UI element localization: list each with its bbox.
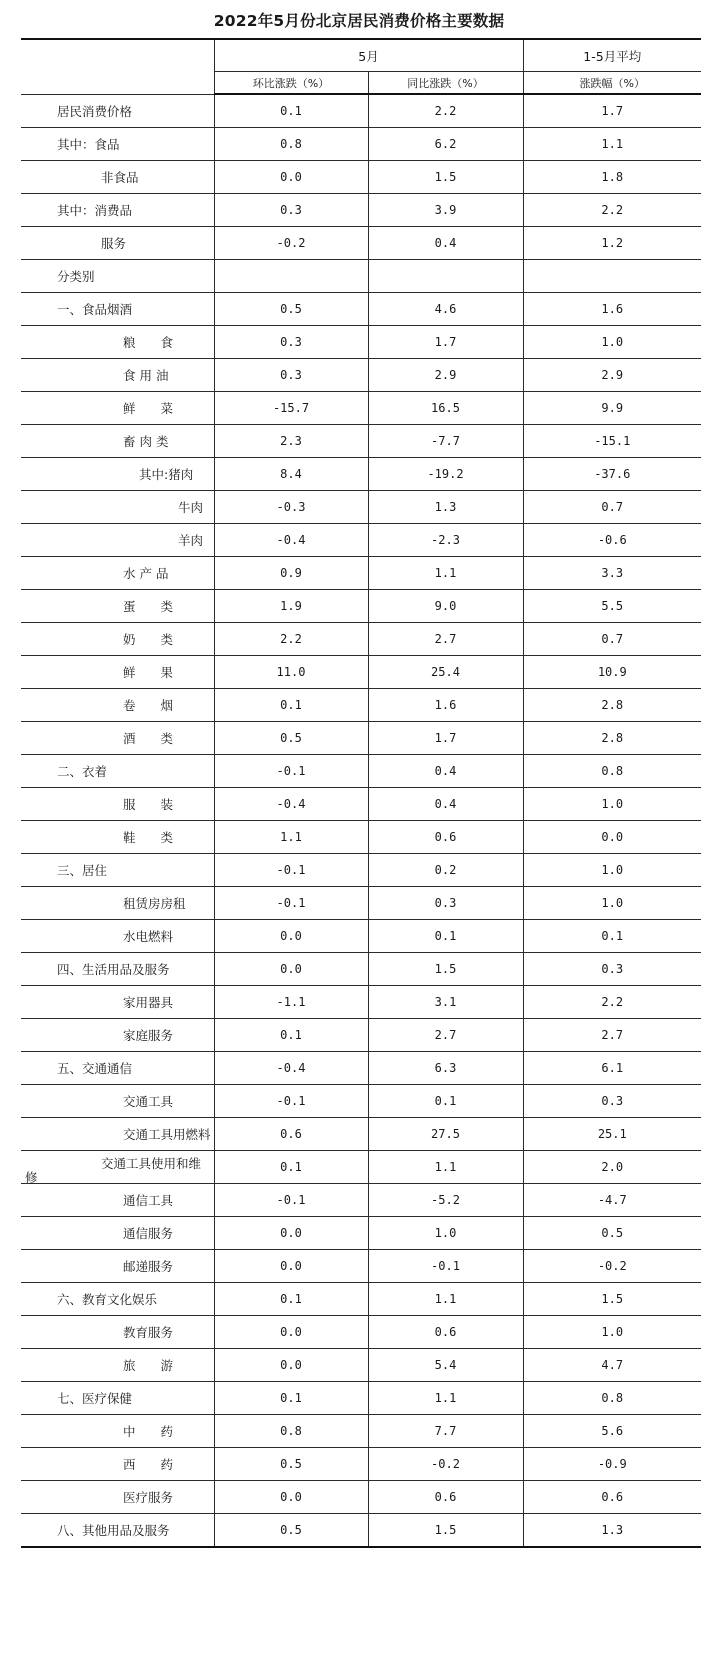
row-label-cell <box>21 1283 214 1316</box>
mom-change-value: 0.6 <box>214 1118 368 1151</box>
mom-change-value: 0.0 <box>214 1481 368 1514</box>
row-label: 租赁房房租 <box>123 896 186 911</box>
row-label-cell <box>21 722 214 755</box>
mom-change-value: -0.4 <box>214 788 368 821</box>
avg-change-value: -15.1 <box>523 425 701 458</box>
mom-change-value: 2.3 <box>214 425 368 458</box>
avg-change-value: 1.0 <box>523 788 701 821</box>
yoy-change-value: 0.4 <box>368 755 523 788</box>
yoy-change-value: 1.1 <box>368 1151 523 1184</box>
row-label: 其中:猪肉 <box>139 467 194 482</box>
page-title: 2022年5月份北京居民消费价格主要数据 <box>213 12 505 30</box>
yoy-change-value: 9.0 <box>368 590 523 623</box>
mom-change-value: 0.1 <box>214 689 368 722</box>
mom-change-value: 0.3 <box>214 359 368 392</box>
header-jan-may-average: 1-5月平均 <box>523 39 701 72</box>
avg-change-value: 0.7 <box>523 623 701 656</box>
row-label: 食 用 油 <box>123 368 169 383</box>
mom-change-value: -0.2 <box>214 227 368 260</box>
mom-change-value: -0.4 <box>214 1052 368 1085</box>
mom-change-value: 0.1 <box>214 1283 368 1316</box>
table-row <box>21 623 701 656</box>
row-label-cell <box>21 1019 214 1052</box>
row-label-cell <box>21 1415 214 1448</box>
row-label: 邮递服务 <box>123 1259 174 1274</box>
mom-change-value: 1.1 <box>214 821 368 854</box>
row-label: 牛肉 <box>178 500 204 515</box>
table-row <box>21 1514 701 1548</box>
yoy-change-value: 25.4 <box>368 656 523 689</box>
yoy-change-value: 1.7 <box>368 326 523 359</box>
row-label: 粮 食 <box>123 335 174 350</box>
row-label-cell <box>21 326 214 359</box>
yoy-change-value: 0.3 <box>368 887 523 920</box>
yoy-change-value: 1.6 <box>368 689 523 722</box>
avg-change-value: 2.9 <box>523 359 701 392</box>
mom-change-value: 0.5 <box>214 1448 368 1481</box>
yoy-change-value: 3.1 <box>368 986 523 1019</box>
row-label: 医疗服务 <box>123 1490 174 1505</box>
row-label-cell <box>21 1151 214 1184</box>
header-row-period <box>21 39 701 72</box>
avg-change-value: 4.7 <box>523 1349 701 1382</box>
avg-change-value: 2.8 <box>523 689 701 722</box>
table-row <box>21 1481 701 1514</box>
table-row <box>21 557 701 590</box>
row-label-cell <box>21 920 214 953</box>
yoy-change-value: 0.1 <box>368 1085 523 1118</box>
mom-change-value: 0.5 <box>214 722 368 755</box>
row-label: 六、教育文化娱乐 <box>57 1292 158 1307</box>
avg-change-value: 6.1 <box>523 1052 701 1085</box>
mom-change-value: 0.5 <box>214 293 368 326</box>
mom-change-value: 0.0 <box>214 1349 368 1382</box>
row-label: 居民消费价格 <box>57 103 133 119</box>
row-label-cell <box>21 491 214 524</box>
mom-change-value: 0.8 <box>214 1415 368 1448</box>
row-label-cell <box>21 425 214 458</box>
avg-change-value: 1.0 <box>523 326 701 359</box>
row-label: 家庭服务 <box>123 1028 174 1043</box>
row-label: 卷 烟 <box>123 698 174 713</box>
row-label: 交通工具使用和维 <box>101 1156 202 1171</box>
mom-change-value: 0.0 <box>214 161 368 194</box>
yoy-change-value: 1.5 <box>368 953 523 986</box>
mom-change-value: -0.1 <box>214 755 368 788</box>
row-label-cell <box>21 689 214 722</box>
table-row <box>21 293 701 326</box>
row-label-cell <box>21 1514 214 1548</box>
avg-change-value: 1.0 <box>523 854 701 887</box>
table-row <box>21 1019 701 1052</box>
table-row <box>21 590 701 623</box>
row-label: 一、食品烟酒 <box>57 302 133 317</box>
yoy-change-value: 6.2 <box>368 128 523 161</box>
table-row <box>21 1118 701 1151</box>
avg-change-value: -0.6 <box>523 524 701 557</box>
header-yoy-change: 同比涨跌（%） <box>368 72 523 95</box>
avg-change-value: 2.2 <box>523 194 701 227</box>
table-row <box>21 524 701 557</box>
row-label: 非食品 <box>101 170 139 185</box>
row-label-cell <box>21 1250 214 1283</box>
table-row <box>21 326 701 359</box>
avg-change-value: 1.3 <box>523 1514 701 1548</box>
row-label-cell <box>21 656 214 689</box>
row-label-cell <box>21 161 214 194</box>
mom-change-value: 2.2 <box>214 623 368 656</box>
avg-change-value: 0.5 <box>523 1217 701 1250</box>
yoy-change-value: 2.7 <box>368 623 523 656</box>
table-row <box>21 227 701 260</box>
yoy-change-value: 0.1 <box>368 920 523 953</box>
mom-change-value: -1.1 <box>214 986 368 1019</box>
avg-change-value: 1.7 <box>523 94 701 128</box>
avg-change-value: 0.1 <box>523 920 701 953</box>
table-row <box>21 1217 701 1250</box>
avg-change-value: -37.6 <box>523 458 701 491</box>
row-label-cell <box>21 557 214 590</box>
header-mom-change: 环比涨跌（%） <box>214 72 368 95</box>
row-label-cell <box>21 986 214 1019</box>
table-row <box>21 722 701 755</box>
row-label-cell <box>21 755 214 788</box>
table-row <box>21 1151 701 1184</box>
avg-change-value: 5.6 <box>523 1415 701 1448</box>
avg-change-value: 1.2 <box>523 227 701 260</box>
mom-change-value: 0.3 <box>214 326 368 359</box>
row-label-cell <box>21 260 214 293</box>
mom-change-value: 0.0 <box>214 1250 368 1283</box>
yoy-change-value: 0.6 <box>368 1316 523 1349</box>
table-row <box>21 1382 701 1415</box>
avg-change-value: -0.2 <box>523 1250 701 1283</box>
row-label: 通信工具 <box>123 1193 174 1208</box>
yoy-change-value: 1.5 <box>368 161 523 194</box>
row-label-cell <box>21 94 214 128</box>
row-label: 水电燃料 <box>123 929 174 944</box>
row-label: 旅 游 <box>123 1358 174 1373</box>
row-label: 服务 <box>101 236 127 251</box>
row-label: 交通工具 <box>123 1094 174 1109</box>
table-row <box>21 392 701 425</box>
row-label: 服 装 <box>123 797 174 812</box>
row-label-cell <box>21 1184 214 1217</box>
yoy-change-value: 2.9 <box>368 359 523 392</box>
row-label-cell <box>21 821 214 854</box>
avg-change-value: 10.9 <box>523 656 701 689</box>
row-label: 畜 肉 类 <box>123 434 169 449</box>
table-row <box>21 953 701 986</box>
mom-change-value: 0.1 <box>214 1019 368 1052</box>
yoy-change-value: -7.7 <box>368 425 523 458</box>
table-row <box>21 986 701 1019</box>
yoy-change-value: -0.1 <box>368 1250 523 1283</box>
yoy-change-value: 1.5 <box>368 1514 523 1548</box>
header-corner-cell <box>21 39 214 94</box>
row-label: 酒 类 <box>123 731 174 746</box>
mom-change-value: 0.5 <box>214 1514 368 1548</box>
table-row <box>21 821 701 854</box>
table-row <box>21 1448 701 1481</box>
table-row <box>21 128 701 161</box>
mom-change-value: 0.0 <box>214 920 368 953</box>
table-row <box>21 425 701 458</box>
mom-change-value: 0.0 <box>214 1316 368 1349</box>
yoy-change-value: -19.2 <box>368 458 523 491</box>
mom-change-value: -0.1 <box>214 1184 368 1217</box>
row-label-cell <box>21 1118 214 1151</box>
row-label: 七、医疗保健 <box>57 1391 133 1406</box>
row-label: 教育服务 <box>123 1325 174 1340</box>
row-label-cell <box>21 227 214 260</box>
avg-change-value: 0.0 <box>523 821 701 854</box>
avg-change-value: 1.0 <box>523 887 701 920</box>
avg-change-value: 2.8 <box>523 722 701 755</box>
row-label: 鲜 菜 <box>123 401 174 416</box>
avg-change-value: 2.0 <box>523 1151 701 1184</box>
table-row <box>21 1283 701 1316</box>
row-label-cell <box>21 1481 214 1514</box>
yoy-change-value: 1.0 <box>368 1217 523 1250</box>
row-label-cell <box>21 194 214 227</box>
row-label: 家用器具 <box>123 995 174 1010</box>
mom-change-value: 8.4 <box>214 458 368 491</box>
table-row <box>21 359 701 392</box>
yoy-change-value: 1.1 <box>368 1382 523 1415</box>
row-label: 西 药 <box>123 1457 174 1472</box>
row-label-continuation: 修 <box>25 1170 38 1184</box>
table-row <box>21 1415 701 1448</box>
table-row <box>21 920 701 953</box>
yoy-change-value <box>368 260 523 293</box>
row-label-cell <box>21 392 214 425</box>
row-label-cell <box>21 887 214 920</box>
mom-change-value: -0.1 <box>214 887 368 920</box>
row-label-cell <box>21 623 214 656</box>
mom-change-value: -15.7 <box>214 392 368 425</box>
mom-change-value: -0.1 <box>214 854 368 887</box>
row-label: 五、交通通信 <box>57 1061 133 1076</box>
table-row <box>21 1184 701 1217</box>
avg-change-value: 1.8 <box>523 161 701 194</box>
avg-change-value: 0.3 <box>523 953 701 986</box>
row-label: 羊肉 <box>178 533 204 548</box>
row-label: 鞋 类 <box>123 830 174 845</box>
yoy-change-value: 4.6 <box>368 293 523 326</box>
mom-change-value: 11.0 <box>214 656 368 689</box>
avg-change-value: 5.5 <box>523 590 701 623</box>
mom-change-value: -0.4 <box>214 524 368 557</box>
row-label-cell <box>21 458 214 491</box>
row-label-cell <box>21 1316 214 1349</box>
row-label-cell <box>21 1052 214 1085</box>
avg-change-value: 1.1 <box>523 128 701 161</box>
row-label: 通信服务 <box>123 1226 174 1241</box>
row-label: 中 药 <box>123 1424 174 1439</box>
mom-change-value: 0.0 <box>214 1217 368 1250</box>
avg-change-value: 25.1 <box>523 1118 701 1151</box>
yoy-change-value: 0.6 <box>368 821 523 854</box>
avg-change-value: -0.9 <box>523 1448 701 1481</box>
row-label: 其中：食品 <box>57 137 120 152</box>
row-label-cell <box>21 128 214 161</box>
row-label: 八、其他用品及服务 <box>57 1523 170 1538</box>
mom-change-value: 0.1 <box>214 1151 368 1184</box>
table-row <box>21 656 701 689</box>
yoy-change-value: 0.2 <box>368 854 523 887</box>
yoy-change-value: 1.1 <box>368 557 523 590</box>
yoy-change-value: -0.2 <box>368 1448 523 1481</box>
avg-change-value: 0.3 <box>523 1085 701 1118</box>
avg-change-value: 9.9 <box>523 392 701 425</box>
row-label: 二、衣着 <box>57 764 108 779</box>
yoy-change-value: 1.1 <box>368 1283 523 1316</box>
yoy-change-value: 0.4 <box>368 788 523 821</box>
row-label-cell <box>21 359 214 392</box>
row-label: 水 产 品 <box>123 566 169 581</box>
avg-change-value: 0.8 <box>523 755 701 788</box>
row-label: 四、生活用品及服务 <box>57 962 170 977</box>
row-label-cell <box>21 1349 214 1382</box>
avg-change-value: -4.7 <box>523 1184 701 1217</box>
row-label-cell <box>21 1448 214 1481</box>
mom-change-value: 0.3 <box>214 194 368 227</box>
table-row <box>21 94 701 128</box>
row-label: 鲜 果 <box>123 665 174 680</box>
yoy-change-value: 0.6 <box>368 1481 523 1514</box>
yoy-change-value: 7.7 <box>368 1415 523 1448</box>
mom-change-value: 0.8 <box>214 128 368 161</box>
mom-change-value: -0.1 <box>214 1085 368 1118</box>
row-label-cell <box>21 1085 214 1118</box>
avg-change-value: 1.5 <box>523 1283 701 1316</box>
table-row <box>21 458 701 491</box>
header-may: 5月 <box>214 39 523 72</box>
table-row <box>21 689 701 722</box>
yoy-change-value: 2.7 <box>368 1019 523 1052</box>
yoy-change-value: 1.7 <box>368 722 523 755</box>
row-label: 其中：消费品 <box>57 203 133 218</box>
yoy-change-value: 16.5 <box>368 392 523 425</box>
yoy-change-value: 2.2 <box>368 94 523 128</box>
table-row <box>21 491 701 524</box>
mom-change-value: 0.1 <box>214 94 368 128</box>
yoy-change-value: 5.4 <box>368 1349 523 1382</box>
yoy-change-value: -2.3 <box>368 524 523 557</box>
avg-change-value <box>523 260 701 293</box>
table-row <box>21 194 701 227</box>
avg-change-value: 0.8 <box>523 1382 701 1415</box>
row-label: 交通工具用燃料 <box>123 1127 211 1142</box>
table-row <box>21 1085 701 1118</box>
table-row <box>21 260 701 293</box>
table-row <box>21 755 701 788</box>
row-label-cell <box>21 293 214 326</box>
row-label: 奶 类 <box>123 632 174 647</box>
row-label: 分类别 <box>57 269 95 284</box>
row-label-cell <box>21 1217 214 1250</box>
mom-change-value: 0.9 <box>214 557 368 590</box>
table-row <box>21 1349 701 1382</box>
row-label-cell <box>21 788 214 821</box>
avg-change-value: 2.7 <box>523 1019 701 1052</box>
mom-change-value: 1.9 <box>214 590 368 623</box>
mom-change-value <box>214 260 368 293</box>
avg-change-value: 3.3 <box>523 557 701 590</box>
row-label-cell <box>21 590 214 623</box>
avg-change-value: 1.6 <box>523 293 701 326</box>
cpi-data-table <box>21 38 701 1548</box>
table-row <box>21 788 701 821</box>
yoy-change-value: -5.2 <box>368 1184 523 1217</box>
row-label: 蛋 类 <box>123 599 174 614</box>
mom-change-value: 0.0 <box>214 953 368 986</box>
avg-change-value: 1.0 <box>523 1316 701 1349</box>
mom-change-value: 0.1 <box>214 1382 368 1415</box>
header-avg-range: 涨跌幅（%） <box>523 72 701 95</box>
table-row <box>21 887 701 920</box>
avg-change-value: 0.7 <box>523 491 701 524</box>
avg-change-value: 0.6 <box>523 1481 701 1514</box>
yoy-change-value: 6.3 <box>368 1052 523 1085</box>
row-label-cell <box>21 1382 214 1415</box>
table-row <box>21 161 701 194</box>
yoy-change-value: 27.5 <box>368 1118 523 1151</box>
row-label-cell <box>21 524 214 557</box>
table-row <box>21 854 701 887</box>
table-row <box>21 1316 701 1349</box>
row-label-cell <box>21 854 214 887</box>
row-label-cell <box>21 953 214 986</box>
table-row <box>21 1052 701 1085</box>
table-row <box>21 1250 701 1283</box>
mom-change-value: -0.3 <box>214 491 368 524</box>
yoy-change-value: 1.3 <box>368 491 523 524</box>
row-label: 三、居住 <box>57 863 108 878</box>
yoy-change-value: 0.4 <box>368 227 523 260</box>
avg-change-value: 2.2 <box>523 986 701 1019</box>
yoy-change-value: 3.9 <box>368 194 523 227</box>
